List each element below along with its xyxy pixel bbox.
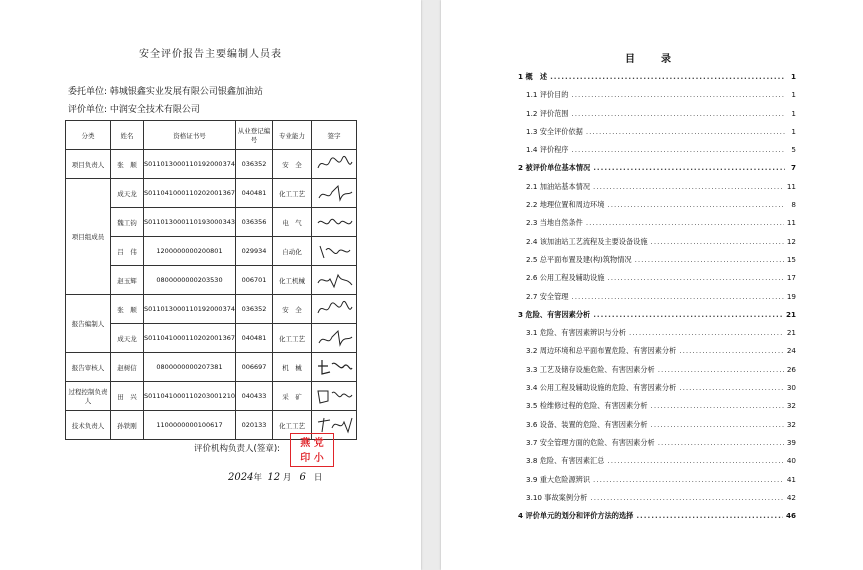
toc-entry-title: 2.1 加油站基本情况 xyxy=(526,181,591,191)
row-name: 张 顺 xyxy=(111,295,144,324)
signing-date xyxy=(228,471,322,483)
toc-entry-title: 3.9 重大危险源辨识 xyxy=(526,474,591,484)
toc-entry-title: 3.7 安全管理方面的危险、有害因素分析 xyxy=(526,437,655,447)
toc-entry-title: 3.1 危险、有害因素辨识与分析 xyxy=(526,328,626,338)
row-reg: 040481 xyxy=(235,324,272,353)
toc-entry[interactable] xyxy=(518,397,796,415)
signature-cell xyxy=(311,266,356,295)
toc-entry[interactable] xyxy=(518,471,796,489)
header-category: 分类 xyxy=(66,121,111,150)
date-month: 12 xyxy=(267,472,281,483)
toc-entry-title: 3 危险、有害因素分析 xyxy=(518,309,591,319)
row-reg: 036352 xyxy=(235,295,272,324)
toc-leader-dots xyxy=(593,159,785,177)
signature-cell xyxy=(311,353,356,382)
handwritten-signature xyxy=(314,211,354,233)
toc-entry[interactable] xyxy=(518,123,796,141)
header-cert: 资格证书号 xyxy=(144,121,236,150)
table-row xyxy=(66,295,357,324)
toc-entry-title: 2.4 该加油站工艺流程及主要设备设施 xyxy=(526,236,648,246)
row-reg: 036356 xyxy=(235,208,272,237)
toc-entry-title: 2.7 安全管理 xyxy=(526,291,569,301)
row-reg: 029934 xyxy=(235,237,272,266)
header-signature: 签字 xyxy=(311,121,356,150)
row-name: 赵树信 xyxy=(111,353,144,382)
toc-entry-title: 3.8 危险、有害因素汇总 xyxy=(526,456,605,466)
toc-entry[interactable] xyxy=(518,159,796,177)
date-day: 6 xyxy=(299,472,306,483)
toc-page-number: 1 xyxy=(791,108,796,118)
table-row xyxy=(66,353,357,382)
handwritten-signature xyxy=(314,385,354,407)
toc-leader-dots xyxy=(593,306,783,324)
row-name: 成天龙 xyxy=(111,324,144,353)
row-category: 项目组成员 xyxy=(66,179,111,295)
row-reg: 006697 xyxy=(235,353,272,382)
toc-entry[interactable] xyxy=(518,105,796,123)
row-name: 赵玉辉 xyxy=(111,266,144,295)
toc-leader-dots xyxy=(586,214,784,232)
toc-page-number: 39 xyxy=(786,437,796,447)
toc-leader-dots xyxy=(651,416,784,434)
toc-entry-title: 1.2 评价范围 xyxy=(526,108,569,118)
toc-entry[interactable] xyxy=(518,489,796,507)
toc-page-number: 7 xyxy=(790,163,796,173)
toc-page-number: 8 xyxy=(791,200,796,210)
row-cert: 1100000000100617 xyxy=(144,411,236,440)
row-skill: 机 械 xyxy=(272,353,311,382)
row-skill: 电 气 xyxy=(272,208,311,237)
toc-page-number: 21 xyxy=(786,328,796,338)
client-value: 韩城银鑫实业发展有限公司银鑫加油站 xyxy=(109,87,263,97)
red-seal-stamp: 燕 党 印 小 xyxy=(290,433,334,467)
handwritten-signature xyxy=(314,298,354,320)
toc-leader-dots xyxy=(593,178,784,196)
toc-page-number: 12 xyxy=(786,236,796,246)
staff-table-title: 安全评价报告主要编制人员表 xyxy=(139,49,282,60)
row-cert: S011041000110202001367 xyxy=(144,179,236,208)
toc-entry-title: 2.6 公用工程及辅助设施 xyxy=(526,273,605,283)
signature-cell xyxy=(311,208,356,237)
toc-leader-dots xyxy=(571,86,785,104)
signature-cell xyxy=(311,295,356,324)
toc-page-number: 46 xyxy=(785,511,796,521)
toc-list xyxy=(518,68,796,525)
toc-entry[interactable] xyxy=(518,141,796,159)
toc-leader-dots xyxy=(590,489,783,507)
toc-page-number: 11 xyxy=(786,218,796,228)
toc-entry-title: 2 被评价单位基本情况 xyxy=(518,163,591,173)
row-cert: 0800000000207381 xyxy=(144,353,236,382)
evaluator-line xyxy=(68,102,200,115)
row-name: 魏工钧 xyxy=(111,208,144,237)
toc-entry[interactable] xyxy=(518,342,796,360)
toc-entry[interactable] xyxy=(518,86,796,104)
table-row xyxy=(66,382,357,411)
date-month-suffix: 月 xyxy=(282,473,292,483)
toc-entry-title: 1.4 评价程序 xyxy=(526,145,569,155)
toc-page-number: 15 xyxy=(786,254,796,264)
header-skill: 专业能力 xyxy=(272,121,311,150)
toc-entry[interactable] xyxy=(518,251,796,269)
row-name: 孙铁刚 xyxy=(111,411,144,440)
handwritten-signature xyxy=(314,327,354,349)
toc-page-number: 40 xyxy=(786,456,796,466)
toc-entry[interactable] xyxy=(518,196,796,214)
toc-page-number: 1 xyxy=(790,72,796,81)
toc-entry-title: 1 概 述 xyxy=(518,72,548,81)
row-cert: 1200000000200801 xyxy=(144,237,236,266)
handwritten-signature xyxy=(314,269,354,291)
client-line xyxy=(68,84,263,97)
toc-page-number: 5 xyxy=(791,145,796,155)
toc-page-number: 11 xyxy=(786,181,796,191)
toc-leader-dots xyxy=(651,233,784,251)
date-day-suffix: 日 xyxy=(313,473,323,483)
toc-entry[interactable] xyxy=(518,361,796,379)
row-skill: 自动化 xyxy=(272,237,311,266)
row-reg: 006701 xyxy=(235,266,272,295)
toc-leader-dots xyxy=(571,288,783,306)
toc-entry-title: 3.4 公用工程及辅助设施的危险、有害因素分析 xyxy=(526,383,677,393)
toc-leader-dots xyxy=(629,324,784,342)
signature-cell xyxy=(311,237,356,266)
toc-leader-dots xyxy=(571,141,785,159)
toc-leader-dots xyxy=(636,507,783,525)
row-cert: S011013000110192000374 xyxy=(144,150,236,179)
header-reg: 从业登记编号 xyxy=(235,121,272,150)
toc-page-number: 1 xyxy=(791,90,796,100)
handwritten-signature xyxy=(314,153,354,175)
toc-leader-dots xyxy=(550,68,785,86)
toc-page-number: 30 xyxy=(786,383,796,393)
toc-entry-title: 1.3 安全评价依据 xyxy=(526,126,583,136)
staff-table xyxy=(65,120,357,440)
toc-entry[interactable] xyxy=(518,178,796,196)
signature-cell xyxy=(311,382,356,411)
row-reg: 020133 xyxy=(235,411,272,440)
handwritten-signature xyxy=(314,356,354,378)
toc-page-number: 42 xyxy=(786,492,796,502)
row-name: 吕 伟 xyxy=(111,237,144,266)
row-skill: 化工机械 xyxy=(272,266,311,295)
toc-entry[interactable] xyxy=(518,507,796,525)
toc-entry[interactable] xyxy=(518,416,796,434)
toc-entry-title: 1.1 评价目的 xyxy=(526,90,569,100)
toc-leader-dots xyxy=(679,379,784,397)
signature-cell xyxy=(311,324,356,353)
toc-entry-title: 3.10 事故案例分析 xyxy=(526,492,588,502)
toc-entry[interactable] xyxy=(518,434,796,452)
row-reg: 040433 xyxy=(235,382,272,411)
toc-entry[interactable] xyxy=(518,288,796,306)
toc-entry[interactable] xyxy=(518,269,796,287)
row-category: 报告编制人 xyxy=(66,295,111,353)
toc-leader-dots xyxy=(571,105,785,123)
row-skill: 安 全 xyxy=(272,295,311,324)
toc-leader-dots xyxy=(658,361,784,379)
row-cert: S011013000110192000374 xyxy=(144,295,236,324)
toc-page-number: 32 xyxy=(786,401,796,411)
toc-leader-dots xyxy=(635,251,784,269)
row-category: 报告审核人 xyxy=(66,353,111,382)
toc-entry[interactable] xyxy=(518,324,796,342)
toc-entry-title: 3.2 周边环境和总平面布置危险、有害因素分析 xyxy=(526,346,677,356)
evaluator-value: 中润安全技术有限公司 xyxy=(109,105,200,115)
toc-leader-dots xyxy=(651,397,784,415)
row-cert: 0800000000203530 xyxy=(144,266,236,295)
handwritten-signature xyxy=(314,182,354,204)
row-skill: 化工工艺 xyxy=(272,324,311,353)
row-reg: 036352 xyxy=(235,150,272,179)
toc-leader-dots xyxy=(658,434,784,452)
row-category: 项目负责人 xyxy=(66,150,111,179)
toc-page-number: 1 xyxy=(791,126,796,136)
toc-page-number: 26 xyxy=(786,364,796,374)
row-skill: 安 全 xyxy=(272,150,311,179)
toc-leader-dots xyxy=(607,269,783,287)
row-skill: 采 矿 xyxy=(272,382,311,411)
toc-entry[interactable] xyxy=(518,379,796,397)
row-name: 田 兴 xyxy=(111,382,144,411)
toc-leader-dots xyxy=(593,471,784,489)
date-year-suffix: 年 xyxy=(253,473,262,483)
toc-leader-dots xyxy=(586,123,785,141)
toc-page-number: 41 xyxy=(786,474,796,484)
signature-cell xyxy=(311,179,356,208)
row-cert: S011041000110202001367 xyxy=(144,324,236,353)
toc-leader-dots xyxy=(679,342,784,360)
toc-entry[interactable] xyxy=(518,68,796,86)
row-skill: 化工工艺 xyxy=(272,179,311,208)
table-row xyxy=(66,150,357,179)
toc-entry[interactable] xyxy=(518,233,796,251)
toc-entry-title: 4 评价单元的划分和评价方法的选择 xyxy=(518,511,634,521)
toc-entry-title: 3.3 工艺及储存设施危险、有害因素分析 xyxy=(526,364,655,374)
signature-cell xyxy=(311,150,356,179)
toc-leader-dots xyxy=(607,196,785,214)
row-skill: 化工工艺 xyxy=(272,411,311,440)
toc-entry-title: 3.5 检维修过程的危险、有害因素分析 xyxy=(526,401,648,411)
toc-entry-title: 2.2 地理位置和周边环境 xyxy=(526,200,605,210)
staff-table-header xyxy=(66,121,357,150)
toc-leader-dots xyxy=(607,452,783,470)
toc-entry-title: 2.3 当地自然条件 xyxy=(526,218,583,228)
toc-entry[interactable] xyxy=(518,452,796,470)
row-cert: S011041000110203001210 xyxy=(144,382,236,411)
row-name: 张 顺 xyxy=(111,150,144,179)
row-cert: S011013000110193000343 xyxy=(144,208,236,237)
toc-entry-title: 3.6 设备、装置的危险、有害因素分析 xyxy=(526,419,648,429)
table-row xyxy=(66,179,357,208)
toc-page-number: 19 xyxy=(786,291,796,301)
toc-page-number: 17 xyxy=(786,273,796,283)
evaluator-label: 评价单位: xyxy=(68,105,108,115)
toc-title: 目 录 xyxy=(625,54,679,65)
toc-entry-title: 2.5 总平面布置及建(构)筑物情况 xyxy=(526,254,632,264)
row-category: 过程控制负责人 xyxy=(66,382,111,411)
client-label: 委托单位: xyxy=(68,87,108,97)
toc-entry[interactable] xyxy=(518,306,796,324)
row-reg: 040481 xyxy=(235,179,272,208)
toc-page-number: 24 xyxy=(786,346,796,356)
header-name: 姓名 xyxy=(111,121,144,150)
row-name: 成天龙 xyxy=(111,179,144,208)
toc-page-number: 32 xyxy=(786,419,796,429)
toc-entry[interactable] xyxy=(518,214,796,232)
date-year: 2024 xyxy=(228,472,254,483)
signer-label: 评价机构负责人(签章): xyxy=(194,444,280,454)
row-category: 技术负责人 xyxy=(66,411,111,440)
handwritten-signature xyxy=(314,240,354,262)
toc-page-number: 21 xyxy=(785,309,796,319)
